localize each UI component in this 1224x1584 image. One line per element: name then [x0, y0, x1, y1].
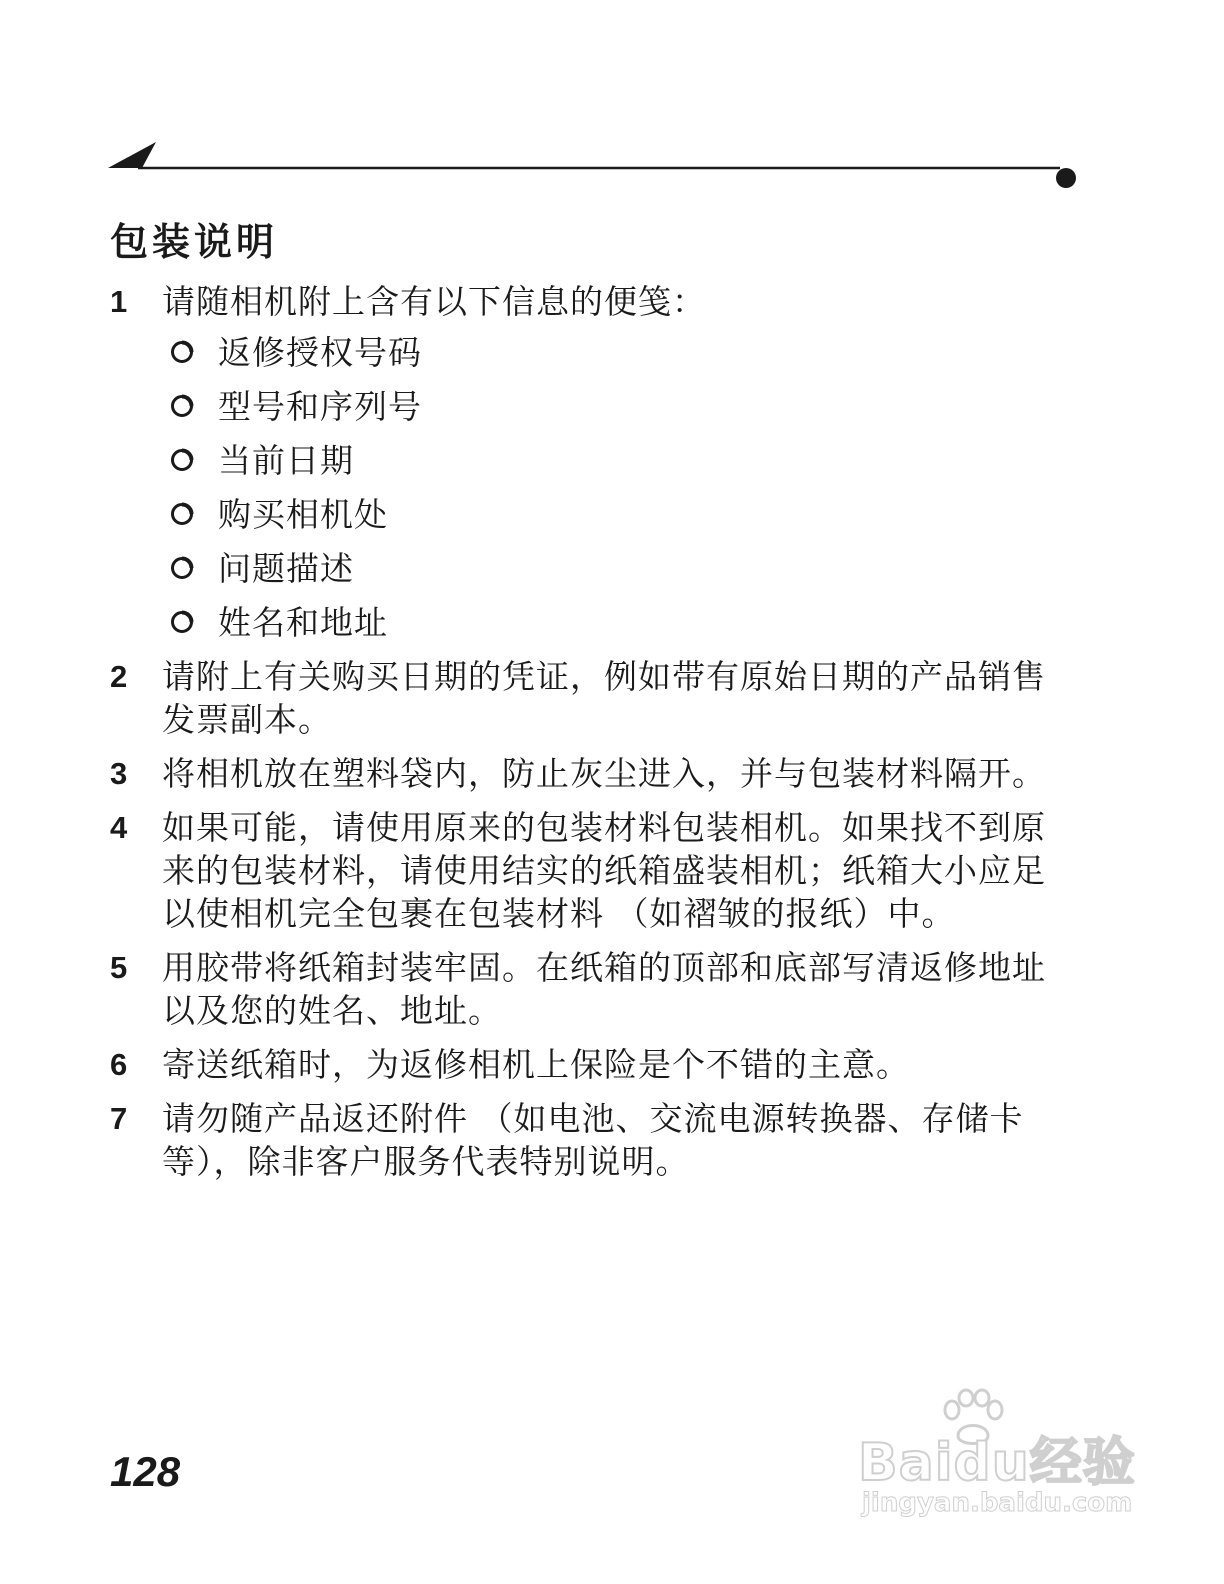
- step-item: [0, 752, 1062, 795]
- checklist-item: [162, 493, 1062, 536]
- checklist-item: [162, 601, 1062, 644]
- checklist-item: [162, 331, 1062, 374]
- page-number: 128: [110, 1448, 181, 1495]
- step-text: 将相机放在塑料袋内，防止灰尘进入，并与包装材料隔开。: [162, 754, 1046, 793]
- step-item: [0, 1043, 1062, 1086]
- checklist-item: [162, 547, 1062, 590]
- step-item: [0, 946, 1062, 1032]
- step-text: 用胶带将纸箱封装牢固。在纸箱的顶部和底部写清返修地址以及您的姓名、地址。: [162, 948, 1046, 1030]
- step-text: 请附上有关购买日期的凭证，例如带有原始日期的产品销售发票副本。: [162, 657, 1046, 739]
- watermark-brand: Baidu经验: [858, 1433, 1136, 1493]
- checklist-item-label: 返修授权号码: [218, 333, 422, 372]
- checkbox-circle-icon: [170, 448, 194, 472]
- watermark-url: jingyan.baidu.com: [862, 1488, 1133, 1518]
- checklist-item-label: 姓名和地址: [218, 603, 388, 642]
- baidu-watermark: [858, 1388, 1148, 1528]
- step-number: 1: [110, 284, 129, 319]
- header-rule-decoration: [108, 138, 1080, 198]
- step-item: [0, 280, 1062, 644]
- step-text: 请勿随产品返还附件 （如电池、交流电源转换器、存储卡等），除非客户服务代表特别说明。: [162, 1099, 1024, 1181]
- step-item: [0, 1097, 1062, 1183]
- checklist-item: [162, 385, 1062, 428]
- checklist-item-label: 当前日期: [218, 441, 354, 480]
- step-item: [0, 806, 1062, 935]
- step-text: 如果可能，请使用原来的包装材料包装相机。如果找不到原来的包装材料，请使用结实的纸箱盛装相机；纸箱大小应足以使相机完全包裹在包装材料 （如褶皱的报纸）中。: [162, 808, 1046, 933]
- step-number: 7: [110, 1101, 129, 1136]
- checkbox-circle-icon: [170, 340, 194, 364]
- step-number: 2: [110, 659, 129, 694]
- packing-steps-list: [0, 280, 1224, 1194]
- checkbox-circle-icon: [170, 610, 194, 634]
- step-item: [0, 655, 1062, 741]
- checklist-item-label: 问题描述: [218, 549, 354, 588]
- step-text: 请随相机附上含有以下信息的便笺：: [162, 282, 706, 321]
- checkbox-circle-icon: [170, 502, 194, 526]
- checklist-item-label: 购买相机处: [218, 495, 388, 534]
- step-text: 寄送纸箱时，为返修相机上保险是个不错的主意。: [162, 1045, 910, 1084]
- step-number: 6: [110, 1047, 129, 1082]
- checklist-item: [162, 439, 1062, 482]
- checklist-item-label: 型号和序列号: [218, 387, 422, 426]
- checkbox-circle-icon: [170, 556, 194, 580]
- step-number: 3: [110, 756, 129, 791]
- note-contents-list: [162, 331, 1062, 644]
- section-title: 包装说明: [110, 220, 279, 264]
- checkbox-circle-icon: [170, 394, 194, 418]
- step-number: 5: [110, 950, 129, 985]
- step-number: 4: [110, 810, 129, 845]
